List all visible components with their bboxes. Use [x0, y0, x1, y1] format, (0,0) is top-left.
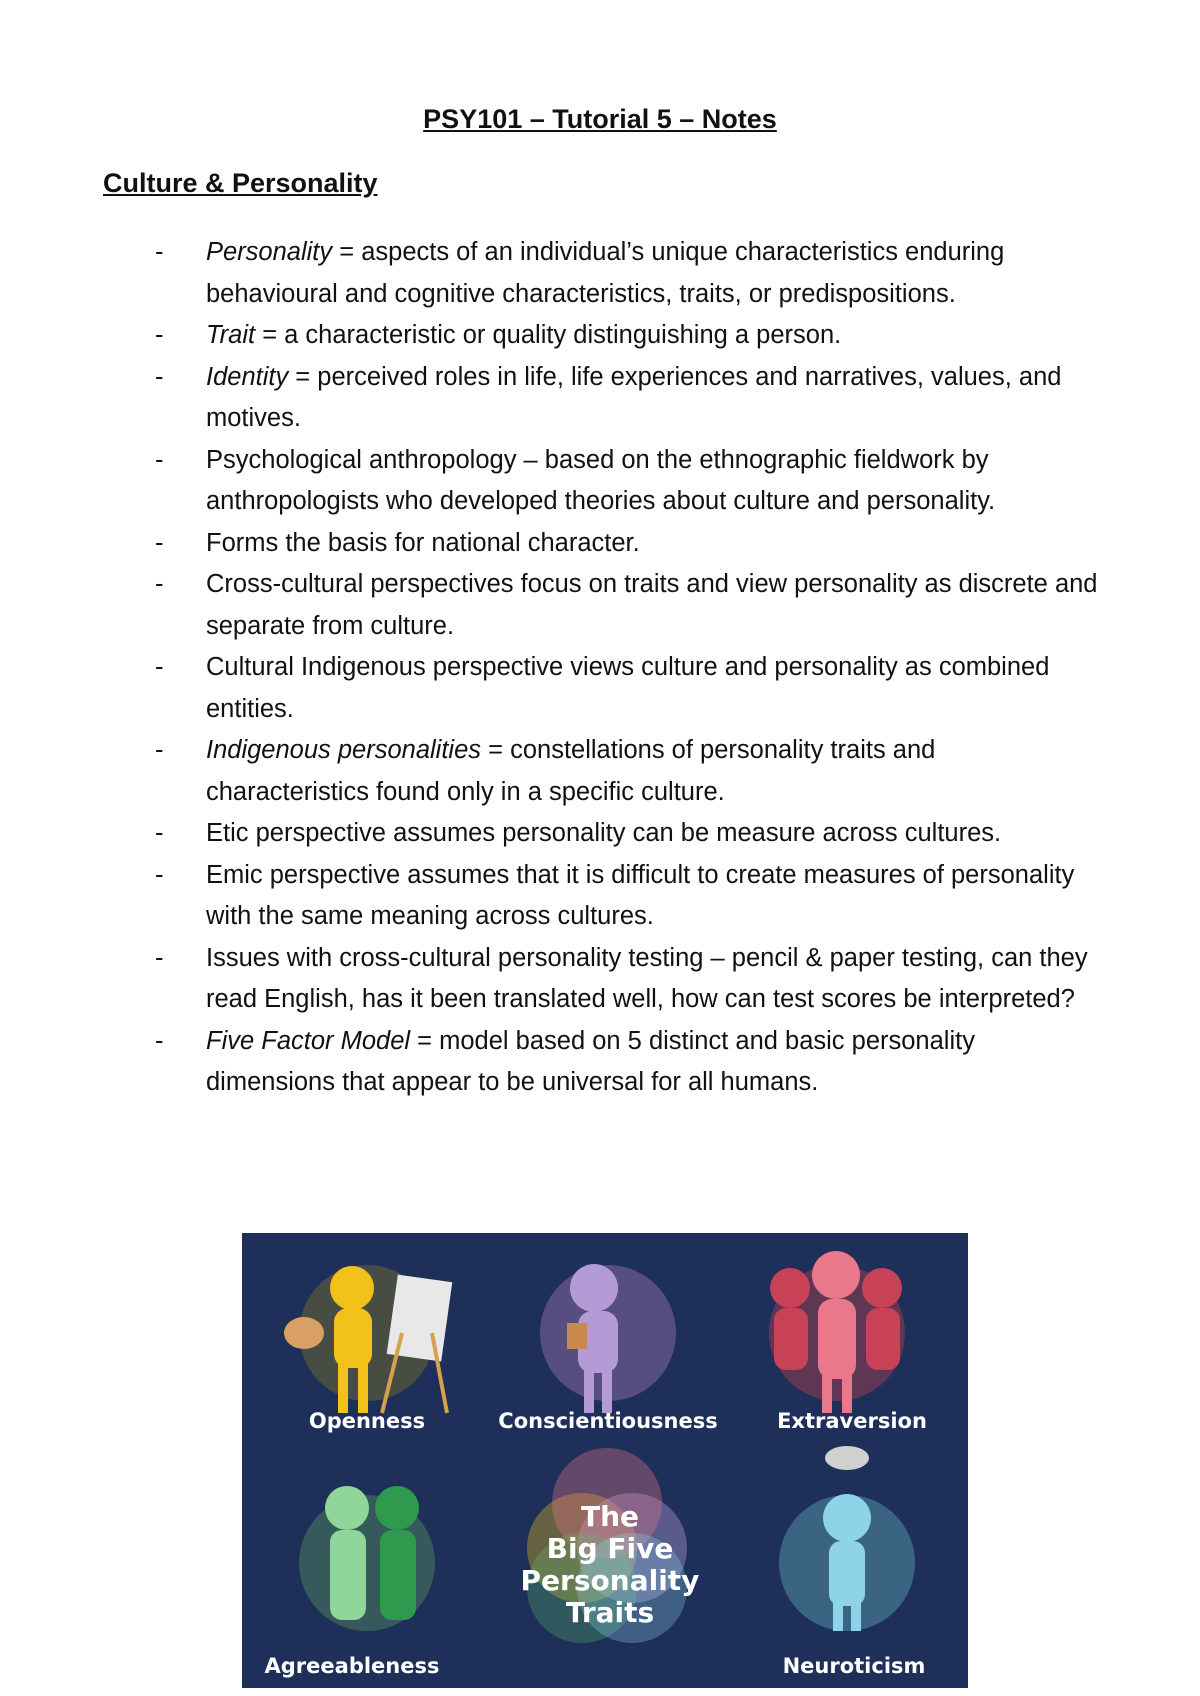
trait-label-conscientiousness: Conscientiousness	[498, 1409, 718, 1433]
bullet-item	[155, 564, 1105, 647]
bullet-marker: -	[155, 736, 164, 764]
bullet-item	[155, 357, 1105, 440]
center-title-line-3: Personality	[520, 1564, 700, 1597]
bullet-marker: -	[155, 1026, 164, 1055]
section-heading: Culture & Personality	[103, 168, 378, 198]
bullet-text: = constellations of personality traits and characteristics found only in a specific culture.	[206, 736, 936, 806]
bullet-text: Etic perspective assumes personality can be measure across cultures.	[206, 819, 1002, 847]
bullet-marker: -	[155, 321, 164, 349]
bullet-marker: -	[155, 445, 164, 474]
bullet-text: Psychological anthropology – based on the ethnographic fieldwork by anthropologists who developed theories about culture and personality.	[206, 445, 996, 515]
bullet-item	[155, 938, 1105, 1021]
bullet-text: Cross-cultural perspectives focus on traits and view personality as discrete and separate from culture.	[206, 570, 1098, 640]
bullet-marker: -	[155, 653, 164, 681]
bullet-term: Identity	[206, 362, 289, 391]
bullet-text: = perceived roles in life, life experiences and narratives, values, and motives.	[206, 362, 1062, 432]
bullet-item	[155, 730, 1105, 813]
agreeableness-figure	[299, 1486, 435, 1631]
bullet-text: = a characteristic or quality distinguishing a person.	[255, 321, 842, 349]
center-title-line-2: Big Five	[546, 1532, 674, 1565]
bullet-marker: -	[155, 238, 164, 266]
bullet-marker: -	[155, 570, 164, 598]
conscientiousness-figure	[540, 1264, 676, 1413]
bullet-marker: -	[155, 362, 164, 391]
bullet-marker: -	[155, 528, 164, 557]
trait-label-neuroticism: Neuroticism	[782, 1654, 926, 1678]
bullet-text: = model based on 5 distinct and basic personality dimensions that appear to be universal for all humans.	[206, 1026, 975, 1096]
bullet-item	[155, 440, 1105, 523]
bullet-marker: -	[155, 943, 164, 972]
center-title-line-4: Traits	[565, 1596, 655, 1629]
trait-label-agreeableness: Agreeableness	[264, 1654, 440, 1678]
bullet-item	[155, 647, 1105, 730]
bullet-term: Trait	[206, 321, 256, 349]
big-five-illustration	[242, 1233, 968, 1688]
bullet-item	[155, 232, 1105, 315]
bullet-item	[155, 855, 1105, 938]
bullet-item	[155, 813, 1105, 855]
bullet-item	[155, 523, 1105, 565]
bullet-marker: -	[155, 860, 164, 889]
bullet-text: Emic perspective assumes that it is difficult to create measures of personality with the same meaning across cultures.	[206, 860, 1075, 930]
document-title: PSY101 – Tutorial 5 – Notes	[423, 104, 777, 134]
bullet-item	[155, 315, 1105, 357]
bullet-text: = aspects of an individual’s unique characteristics enduring behavioural and cognitive characteristics, traits, or predispositions.	[206, 238, 1005, 308]
big-five-infographic	[242, 1233, 968, 1688]
openness-figure	[284, 1265, 452, 1413]
bullet-item	[155, 1021, 1105, 1104]
bullet-term: Indigenous personalities	[206, 736, 482, 764]
bullet-term: Five Factor Model	[206, 1026, 411, 1055]
trait-label-extraversion: Extraversion	[777, 1409, 927, 1433]
neuroticism-figure	[779, 1446, 915, 1631]
bullet-term: Personality	[206, 238, 333, 266]
bullet-list	[155, 232, 1105, 1104]
trait-label-openness: Openness	[308, 1409, 426, 1433]
extraversion-figure	[769, 1251, 905, 1413]
bullet-text: Issues with cross-cultural personality testing – pencil & paper testing, can they read English, has it been translated well, how can test scores be interpreted?	[206, 943, 1088, 1013]
bullet-text: Cultural Indigenous perspective views culture and personality as combined entities.	[206, 653, 1050, 723]
center-title-line-1: The	[580, 1500, 640, 1533]
bullet-marker: -	[155, 819, 164, 847]
bullet-text: Forms the basis for national character.	[206, 528, 640, 557]
